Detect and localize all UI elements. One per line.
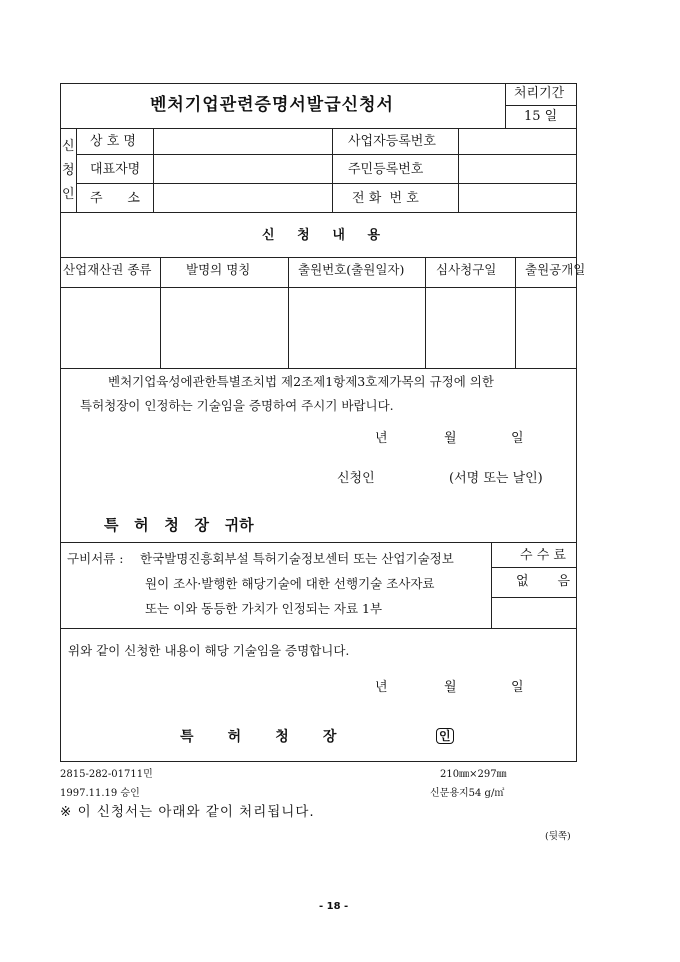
representative-label: 대표자명 [90,162,141,177]
column-header: 심사청구일 [436,262,497,277]
phone-field[interactable] [459,184,576,212]
resident-registration-no-field[interactable] [459,155,576,183]
date-day: 일 [511,431,524,446]
divider [332,128,333,212]
processing-period-label: 처리기간 [514,86,565,101]
applicant-side-label: 신 [62,139,75,154]
divider [505,83,506,128]
applicant-sign-label: 신청인 [337,471,375,486]
divider [60,542,577,543]
divider [76,128,77,212]
fee-label: 수 수 료 [520,548,566,563]
certification-statement: 위와 같이 신청한 내용이 해당 기술임을 증명합니다. [68,643,350,658]
address-label: 주 소 [90,191,140,206]
address-field[interactable] [154,184,332,212]
back-side-label: (뒷쪽) [545,831,571,842]
column-header: 발명의 명칭 [186,262,251,277]
phone-label: 전 화 번 호 [352,191,419,206]
invention-title-field[interactable] [161,288,288,368]
business-name-label: 상 호 명 [90,134,136,149]
divider [491,542,492,628]
business-registration-no-field[interactable] [459,129,576,154]
date-year: 년 [375,431,388,446]
column-header: 출원번호(출원일자) [298,262,405,277]
content-heading: 신 청 내 용 [262,228,381,243]
divider [60,212,577,213]
divider [505,105,577,106]
divider [60,368,577,369]
documents-line: 한국발명진흥회부설 특허기술정보센터 또는 산업기술정보 [140,551,454,566]
column-header: 출원공개일 [525,262,586,277]
date-month: 월 [444,431,457,446]
paper-weight: 신문용지54 g/㎡ [430,788,505,799]
cert-date-day: 일 [511,680,524,695]
divider [60,257,577,258]
applicant-sign-note: (서명 또는 날인) [449,471,543,486]
representative-field[interactable] [154,155,332,183]
paper-size: 210㎜×297㎜ [440,769,507,780]
statement-line: 벤처기업육성에관한특별조치법 제2조제1항제3호제가목의 규정에 의한 [108,374,494,389]
exam-request-date-field[interactable] [426,288,515,368]
business-registration-no-label: 사업자등록번호 [348,134,436,149]
divider [491,597,577,598]
issuer: 특 허 청 장 [180,729,337,745]
ip-type-field[interactable] [61,288,160,368]
applicant-side-label: 인 [62,187,75,202]
fee-value: 없 음 [516,574,571,589]
column-header: 산업재산권 종류 [63,262,152,277]
form-title: 벤처기업관련증명서발급신청서 [150,95,394,115]
processing-period-value: 15 일 [524,109,558,124]
documents-label: 구비서류 : [67,551,124,566]
form-number: 2815-282-01711민 [60,769,153,780]
page-number: - 18 - [319,901,349,912]
addressee: 특 허 청 장 귀하 [104,516,254,534]
publication-date-field[interactable] [516,288,576,368]
divider [491,567,577,568]
documents-line: 원이 조사·발행한 해당기술에 대한 선행기술 조사자료 [145,576,435,591]
seal-mark: 인 [436,728,454,744]
business-name-field[interactable] [154,129,332,154]
statement-line: 특허청장이 인정하는 기술임을 증명하여 주시기 바랍니다. [80,398,394,413]
approval-date: 1997.11.19 승인 [60,788,140,799]
cert-date-year: 년 [375,680,388,695]
applicant-side-label: 청 [62,163,75,178]
divider [60,628,577,629]
processing-note: ※ 이 신청서는 아래와 같이 처리됩니다. [60,804,315,820]
documents-line: 또는 이와 동등한 가치가 인정되는 자료 1부 [145,601,383,616]
cert-date-month: 월 [444,680,457,695]
application-no-field[interactable] [289,288,425,368]
resident-registration-no-label: 주민등록번호 [348,162,424,177]
